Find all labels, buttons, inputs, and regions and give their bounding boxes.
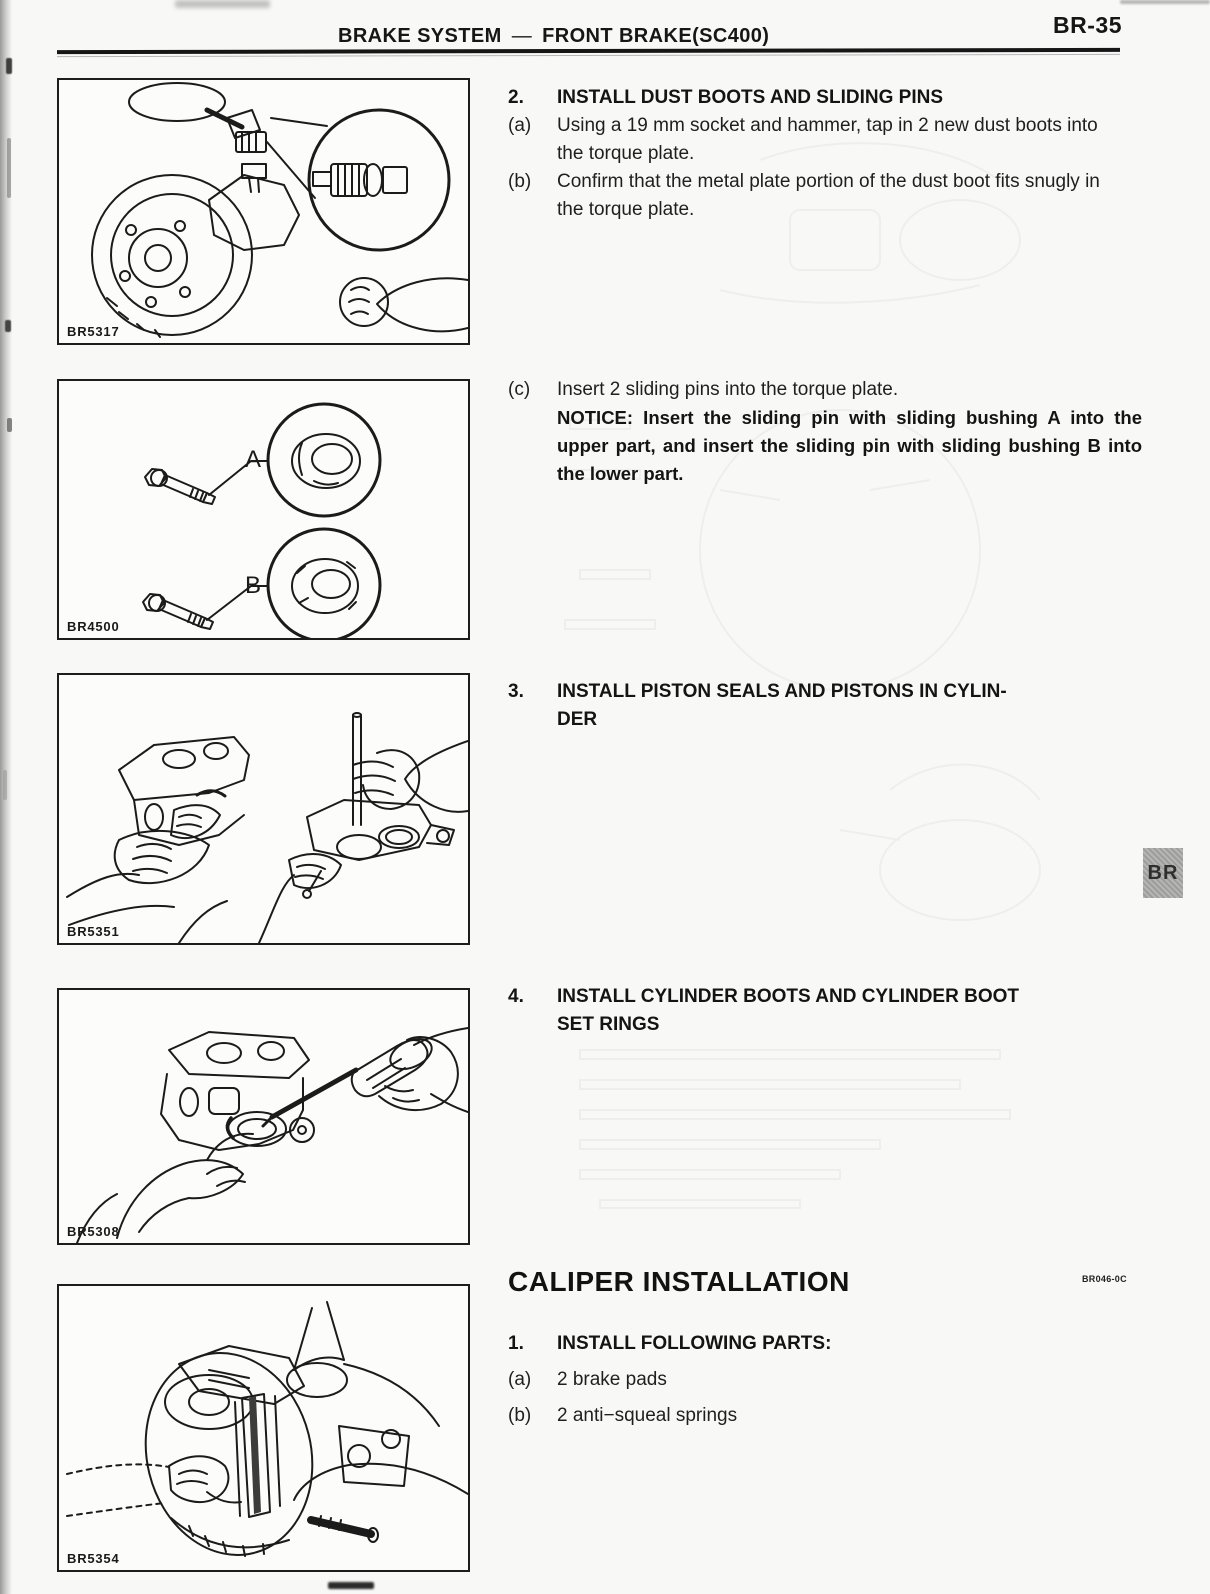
step-3-heading: [508, 678, 1007, 734]
figure-cylinder-boot-set-ring: [57, 988, 470, 1245]
section-tab: [1143, 848, 1183, 898]
step-1b-item: [508, 1402, 831, 1430]
item-label: (a): [508, 115, 532, 136]
step-1-heading: [508, 1330, 831, 1358]
notice-text: NOTICE: Insert the sliding pin with sliding bushing A into the upper part, and insert the sliding pin with sliding bushing B into the lower part.: [557, 407, 1142, 484]
caliper-on-knuckle-drawing: [59, 1286, 468, 1570]
scan-mark: [3, 770, 7, 800]
figure-caption: BR5317: [67, 324, 120, 339]
figure-caption: BR4500: [67, 619, 120, 634]
step-title: [557, 678, 1007, 734]
sliding-pin-bushing-drawing: [59, 381, 468, 638]
step-2a-item: [508, 112, 1102, 168]
step-number: 2.: [508, 87, 524, 108]
step-1a-item: [508, 1366, 831, 1394]
figure-dust-boot-install: [57, 78, 470, 345]
set-ring-screwdriver-drawing: [59, 990, 468, 1243]
step-title-line1: INSTALL CYLINDER BOOTS AND CYLINDER BOOT: [557, 986, 1019, 1007]
step-number: 4.: [508, 986, 524, 1007]
section-tab-label: BR: [1147, 861, 1179, 884]
step-title-line2: SET RINGS: [557, 1014, 660, 1035]
step-2c-item: [508, 376, 1142, 404]
step-3-block: [508, 678, 1007, 734]
callout-a-label: A: [245, 446, 262, 473]
item-label: (a): [508, 1369, 532, 1390]
header-section: BRAKE SYSTEM: [338, 25, 502, 47]
figure-piston-seal-install: [57, 673, 470, 945]
step-2-block: [508, 84, 1102, 224]
brake-rotor-hammer-drawing: [59, 80, 468, 343]
figure-sliding-pins-bushings: [57, 379, 470, 640]
scan-smudge: [175, 0, 270, 8]
scan-mark: [7, 138, 11, 198]
scan-smudge: [1120, 0, 1210, 4]
item-text: 2 anti−squeal springs: [557, 1405, 738, 1426]
step-number: 1.: [508, 1333, 524, 1354]
step-4-heading: [508, 983, 1019, 1039]
item-text: Using a 19 mm socket and hammer, tap in 2 new dust boots into the torque plate.: [557, 115, 1098, 164]
header-subsection: FRONT BRAKE(SC400): [542, 25, 770, 47]
step-2b-item: [508, 168, 1102, 224]
figure-caption: BR5354: [67, 1551, 120, 1566]
item-text: 2 brake pads: [557, 1369, 667, 1390]
figure-caliper-installation: [57, 1284, 470, 1572]
piston-seal-hands-drawing: [59, 675, 468, 943]
item-label: (c): [508, 379, 531, 400]
header-rule-shadow: [57, 54, 1120, 57]
item-text: Confirm that the metal plate portion of the dust boot fits snugly in the torque plate.: [557, 171, 1100, 220]
scan-mark: [7, 418, 12, 432]
caliper-install-step-1-block: [508, 1330, 831, 1430]
scan-mark: [5, 320, 11, 332]
page-number: BR-35: [1053, 12, 1122, 38]
step-title: INSTALL DUST BOOTS AND SLIDING PINS: [557, 87, 943, 108]
step-2-heading: [508, 84, 1102, 112]
header-separator: —: [511, 25, 533, 47]
figure-caption: BR5351: [67, 924, 120, 939]
step-number: 3.: [508, 681, 524, 702]
step-title: INSTALL FOLLOWING PARTS:: [557, 1333, 832, 1354]
step-2c-block: [508, 376, 1142, 488]
step-4-block: [508, 983, 1019, 1039]
page-title: [338, 25, 769, 48]
header-rule: [57, 48, 1120, 54]
step-title: [557, 983, 1019, 1039]
item-text: Insert 2 sliding pins into the torque plate.: [557, 379, 899, 400]
item-label: (b): [508, 1405, 532, 1426]
callout-b-label: B: [245, 572, 262, 599]
section-title: CALIPER INSTALLATION: [508, 1266, 850, 1297]
scan-mark: [6, 58, 12, 74]
scan-smudge: [328, 1582, 374, 1589]
step-title-line1: INSTALL PISTON SEALS AND PISTONS IN CYLIN-: [557, 681, 1007, 702]
figure-reference-code: BR046-0C: [1082, 1274, 1127, 1284]
figure-caption: BR5308: [67, 1224, 120, 1239]
item-label: (b): [508, 171, 532, 192]
step-title-line2: DER: [557, 709, 598, 730]
